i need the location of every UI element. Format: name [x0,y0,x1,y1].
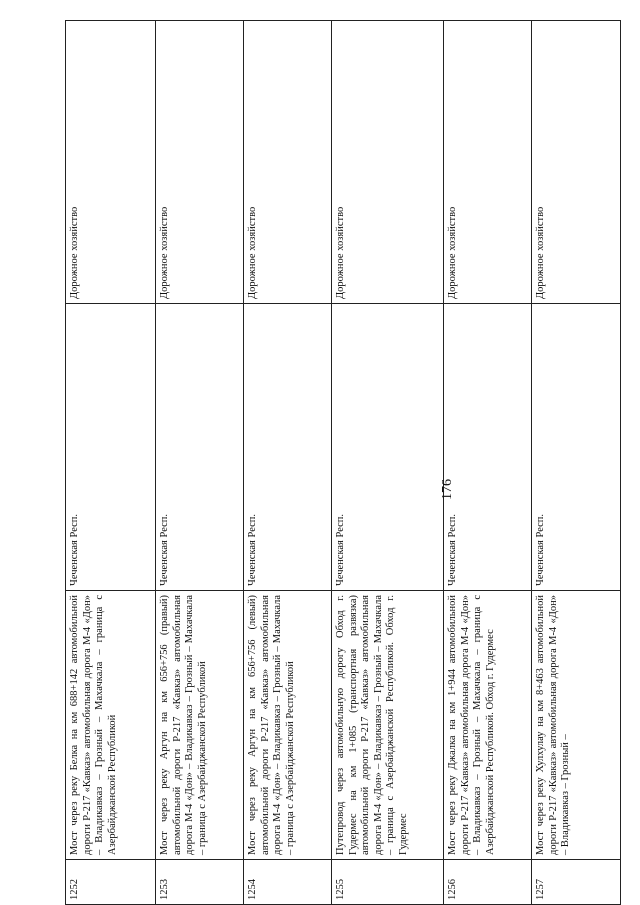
owner-cell: Дорожное хозяйство [156,21,244,304]
table-row [444,21,532,905]
region-cell: Чеченская Респ. [156,304,244,591]
row-number: 1256 [444,860,532,905]
region-cell: Чеченская Респ. [244,304,332,591]
object-name: Мост через реку Аргун на км 656+756 (левый) автомобильной дороги Р-217 «Кавказ» автомобильная дорога М-4 «Дон» – Владикавказ – Грозный – Махачкала – граница с Азербайджанской Республикой [244,591,332,860]
object-name: Мост через реку Белка на км 688+142 автомобильной дороги Р-217 «Кавказ» автомобильная дорога М-4 «Дон» – Владикавказ – Грозный – Махачкала – граница с Азербайджанской Республикой [66,591,156,860]
owner-cell: Дорожное хозяйство [532,21,621,304]
registry-table [65,20,621,905]
object-name: Мост через реку Джалка на км 1+944 автомобильной дороги Р-217 «Кавказ» автомобильная дорога М-4 «Дон» – Владикавказ – Грозный – Махачкала – граница с Азербайджанской Республикой. Обход г. Гудермес [444,591,532,860]
table-row [332,21,444,905]
row-number: 1257 [532,860,621,905]
region-cell: Чеченская Респ. [444,304,532,591]
table-row [156,21,244,905]
row-number: 1255 [332,860,444,905]
object-name: Мост через реку Хулхулау на км 8+463 автомобильной дороги Р-217 «Кавказ» автомобильная дорога М-4 «Дон» – Владикавказ – Грозный – [532,591,621,860]
rotated-page [65,57,620,905]
owner-cell: Дорожное хозяйство [444,21,532,304]
region-cell: Чеченская Респ. [332,304,444,591]
object-name: Путепровод через автомобильную дорогу Обход г. Гудермес на км 1+085 (транспортная развязка) автомобильной дороги Р-217 «Кавказ» автомобильная дорога М-4 «Дон» – Владикавказ – Грозный – Махачкала – граница с Азербайджанской Республикой. Обход г. Гудермес [332,591,444,860]
region-cell: Чеченская Респ. [66,304,156,591]
row-number: 1253 [156,860,244,905]
row-number: 1254 [244,860,332,905]
row-number: 1252 [66,860,156,905]
owner-cell: Дорожное хозяйство [66,21,156,304]
object-name: Мост через реку Аргун на км 656+756 (правый) автомобильной дороги Р-217 «Кавказ» автомобильная дорога М-4 «Дон» – Владикавказ – Грозный – Махачкала – граница с Азербайджанской Республикой [156,591,244,860]
table-row [66,21,156,905]
owner-cell: Дорожное хозяйство [332,21,444,304]
page-number: 176 [440,479,455,500]
owner-cell: Дорожное хозяйство [244,21,332,304]
table-row [244,21,332,905]
region-cell: Чеченская Респ. [532,304,621,591]
document-page [65,57,620,905]
table-row [532,21,621,905]
